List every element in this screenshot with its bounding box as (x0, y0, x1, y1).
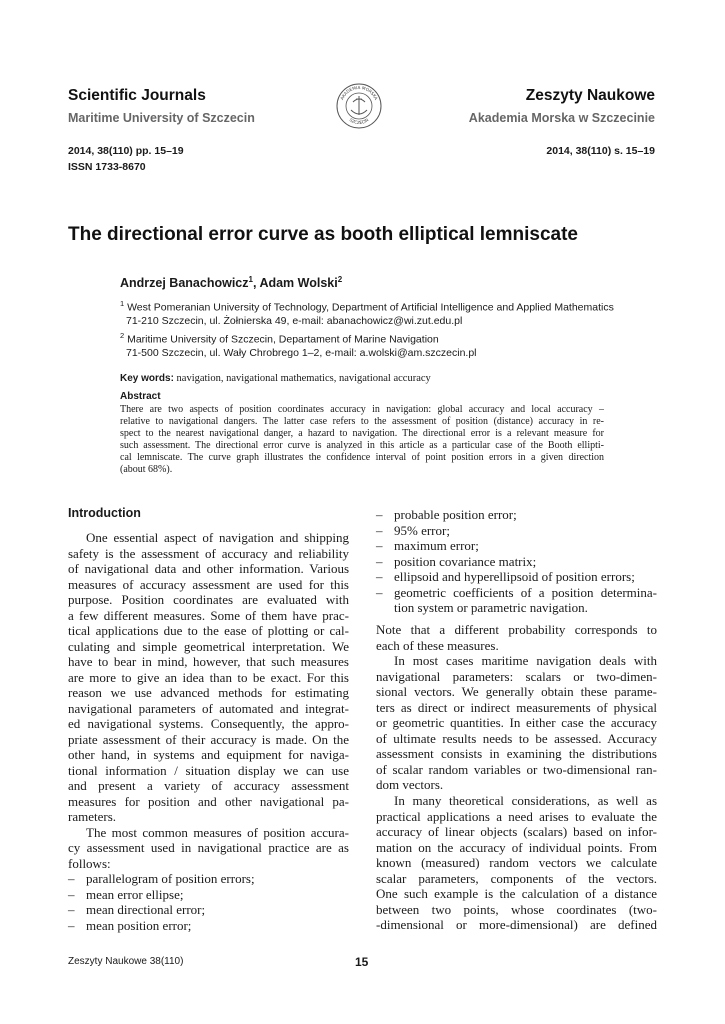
affiliation-text: Maritime University of Szczecin, Departament of Marine Navigation (124, 333, 439, 345)
author-affil-marker: 1 (248, 275, 253, 284)
paragraph-line: cy assessment used in navigational practice are as (68, 840, 349, 855)
paragraph-line: have to bear in mind, however, that such measures (68, 654, 349, 669)
svg-text:SZCZECIN: SZCZECIN (348, 117, 370, 126)
paragraph-line: tional information / situation display we can use (68, 762, 349, 778)
abstract-line: There are two aspects of position coordinates accuracy in navigation: global accuracy and local accuracy – (120, 404, 604, 415)
author-name: Adam Wolski (259, 276, 338, 291)
list-item-text: mean directional error; (86, 902, 206, 917)
affiliation-marker: 2 (120, 330, 125, 340)
list-item: – mean position error; (68, 917, 192, 933)
citation-left (68, 143, 184, 175)
paragraph-line: tical applications due to the ease of plotting or cal- (68, 623, 349, 638)
paragraph-line: culating and simple geometrical interpretation. We (68, 638, 349, 654)
paragraph-line: safety is the assessment of accuracy and reliability (68, 545, 349, 561)
article-title: The directional error curve as booth elliptical lemniscate (68, 224, 578, 245)
abstract-heading: Abstract (120, 391, 161, 402)
affiliation-address: 71-500 Szczecin, ul. Wały Chrobrego 1–2, e-mail: a.wolski@am.szczecin.pl (126, 346, 477, 359)
paragraph-line: reason we use advanced methods for estimating (68, 685, 349, 700)
list-item-text: parallelogram of position errors; (86, 871, 255, 886)
affiliations (120, 297, 660, 360)
paragraph-line: mation on the accuracy of individual points. From (376, 839, 657, 855)
list-item: – mean directional error; (68, 902, 206, 917)
citation-volume-en: 2014, 38(110) pp. 15–19 (68, 145, 184, 157)
paragraph-line: purpose. Position coordinates are evaluated with (68, 592, 349, 607)
footer-journal: Zeszyty Naukowe 38(110) (68, 956, 184, 967)
list-item: – parallelogram of position errors; (68, 871, 255, 886)
abstract-line: cal lemniscate. The curve graph illustrates the confidence interval of point position errors in a given direction (120, 452, 604, 463)
abstract-line: such assessment. The directional error curve is analyzed in this article as a particular case of the Booth ellipti- (120, 440, 604, 451)
paragraph-line: measures of accuracy assessment are used for this (68, 576, 349, 592)
paragraph-line: dom vectors. (376, 777, 444, 792)
journal-name-en: Scientific Journals (68, 87, 206, 104)
paragraph-line: In most cases maritime navigation deals with (394, 653, 657, 668)
journal-header-right (469, 86, 655, 127)
list-item: – maximum error; (376, 538, 479, 553)
citation-right (546, 143, 655, 159)
svg-text:AKADEMIA MORSKA: AKADEMIA MORSKA (339, 84, 379, 101)
list-item-text: 95% error; (394, 522, 450, 538)
paragraph-line: of navigational data and other information. Various (68, 561, 349, 576)
journal-name-pl: Zeszyty Naukowe (525, 87, 655, 104)
affiliation-line (120, 329, 660, 347)
author-name: Andrzej Banachowicz (120, 276, 249, 291)
paragraph-line: sional vectors. We generally obtain these parame- (376, 684, 657, 699)
list-item-text: geometric coefficients of a position determina- (394, 584, 657, 600)
paragraph-line: of scalar random variables or two-dimensional ran- (376, 761, 657, 777)
affiliation-marker: 1 (120, 299, 125, 308)
affiliation-address: 71-210 Szczecin, ul. Żołnierska 49, e-mail: abanachowicz@wi.zut.edu.pl (126, 315, 463, 327)
page-number: 15 (355, 955, 369, 969)
author-affil-marker: 2 (337, 275, 343, 284)
list-item-text: position covariance matrix; (394, 553, 537, 569)
list-item-text: mean position error; (86, 917, 192, 933)
paragraph-line: ed navigational systems. Consequently, the appro- (68, 716, 349, 731)
paragraph-line: The most common measures of position accura- (86, 824, 349, 840)
author-list (120, 275, 342, 290)
paragraph-line: measures for position and other navigational pa- (68, 793, 349, 809)
list-item-continuation: tion system or parametric navigation. (394, 600, 588, 615)
paragraph-line: each of these measures. (376, 637, 499, 653)
journal-header-left (68, 86, 255, 127)
paragraph-line: In many theoretical considerations, as well as (394, 793, 657, 808)
paragraph-line: and present a variety of accuracy assessment (68, 778, 349, 793)
paragraph-line: assessment consists in examining the distributions (376, 746, 657, 761)
paragraph-line: navigational parameters: scalars or two-dimen- (376, 668, 657, 684)
list-item: – 95% error; (376, 522, 450, 538)
paragraph-line: scalar parameters, components of the vectors. (376, 870, 657, 886)
paragraph-line: One essential aspect of navigation and shipping (86, 530, 349, 545)
abstract-body (120, 404, 604, 476)
paragraph-line: -dimensional or more-dimensional) are defined (376, 917, 657, 932)
affiliation-text: West Pomeranian University of Technology, Department of Artificial Intelligence and Applied Mathematics (124, 301, 614, 314)
paragraph-line: ters as direct or indirect measurements of physical (376, 699, 657, 715)
paragraph-line: or geometric quantities. In either case the accuracy (376, 715, 657, 730)
paragraph-line: a few different measures. Some of them have prac- (68, 607, 349, 623)
keywords (120, 373, 431, 384)
issn: ISSN 1733-8670 (68, 161, 146, 173)
list-item-text: mean error ellipse; (86, 886, 184, 902)
list-item-text: maximum error; (394, 538, 479, 553)
paragraph-line: are more to give an idea than to be exact. For this (68, 669, 349, 685)
university-seal-logo (335, 82, 383, 130)
paragraph-line: known (measured) random vectors we calculate (376, 855, 657, 870)
paragraph-line: follows: (68, 855, 111, 871)
paragraph-line: of ultimate results needs to be assessed. Accuracy (376, 730, 657, 746)
keywords-text: navigation, navigational mathematics, navigational accuracy (173, 373, 431, 384)
list-item: – position covariance matrix; (376, 553, 537, 569)
list-item: – ellipsoid and hyperellipsoid of position errors; (376, 569, 635, 584)
list-item-text: probable position error; (394, 507, 517, 522)
paragraph-line: other hand, in systems and equipment for naviga- (68, 747, 349, 762)
paragraph-line: practical applications a need arises to evaluate the (376, 808, 657, 824)
paragraph-line: Note that a different probability corresponds to (376, 622, 657, 637)
paragraph-line: accuracy of linear objects (scalars) based on infor- (376, 824, 657, 839)
keywords-label: Key words: (120, 373, 174, 384)
paragraph-line: One such example is the calculation of a distance (376, 886, 657, 901)
author-separator: , (252, 276, 260, 291)
paragraph-line: rameters. (68, 809, 117, 824)
paragraph-line: between two points, whose coordinates (two- (376, 901, 657, 917)
abstract-line: spect to the nearest navigational danger, a hazard to navigation. The directional error is a relevant measure for (120, 428, 604, 439)
university-name-en: Maritime University of Szczecin (68, 111, 255, 125)
list-item: – probable position error; (376, 507, 517, 522)
paragraph-line: navigational parameters of automated and integrat- (68, 700, 349, 716)
citation-volume-pl: 2014, 38(110) s. 15–19 (546, 145, 655, 157)
list-item-text: ellipsoid and hyperellipsoid of position errors; (394, 569, 635, 584)
section-heading-introduction: Introduction (68, 506, 141, 520)
paragraph-line: priate assessment of their accuracy is made. On the (68, 731, 349, 747)
affiliation-line (120, 297, 660, 315)
abstract-line: (about 68%). (120, 464, 173, 475)
abstract-line: relative to navigational dangers. The latter case refers to the assessment of position (distance) accuracy in re- (120, 416, 604, 427)
list-item: – geometric coefficients of a position determina- (376, 584, 657, 600)
list-item: – mean error ellipse; (68, 886, 184, 902)
university-name-pl: Akademia Morska w Szczecinie (468, 111, 655, 125)
